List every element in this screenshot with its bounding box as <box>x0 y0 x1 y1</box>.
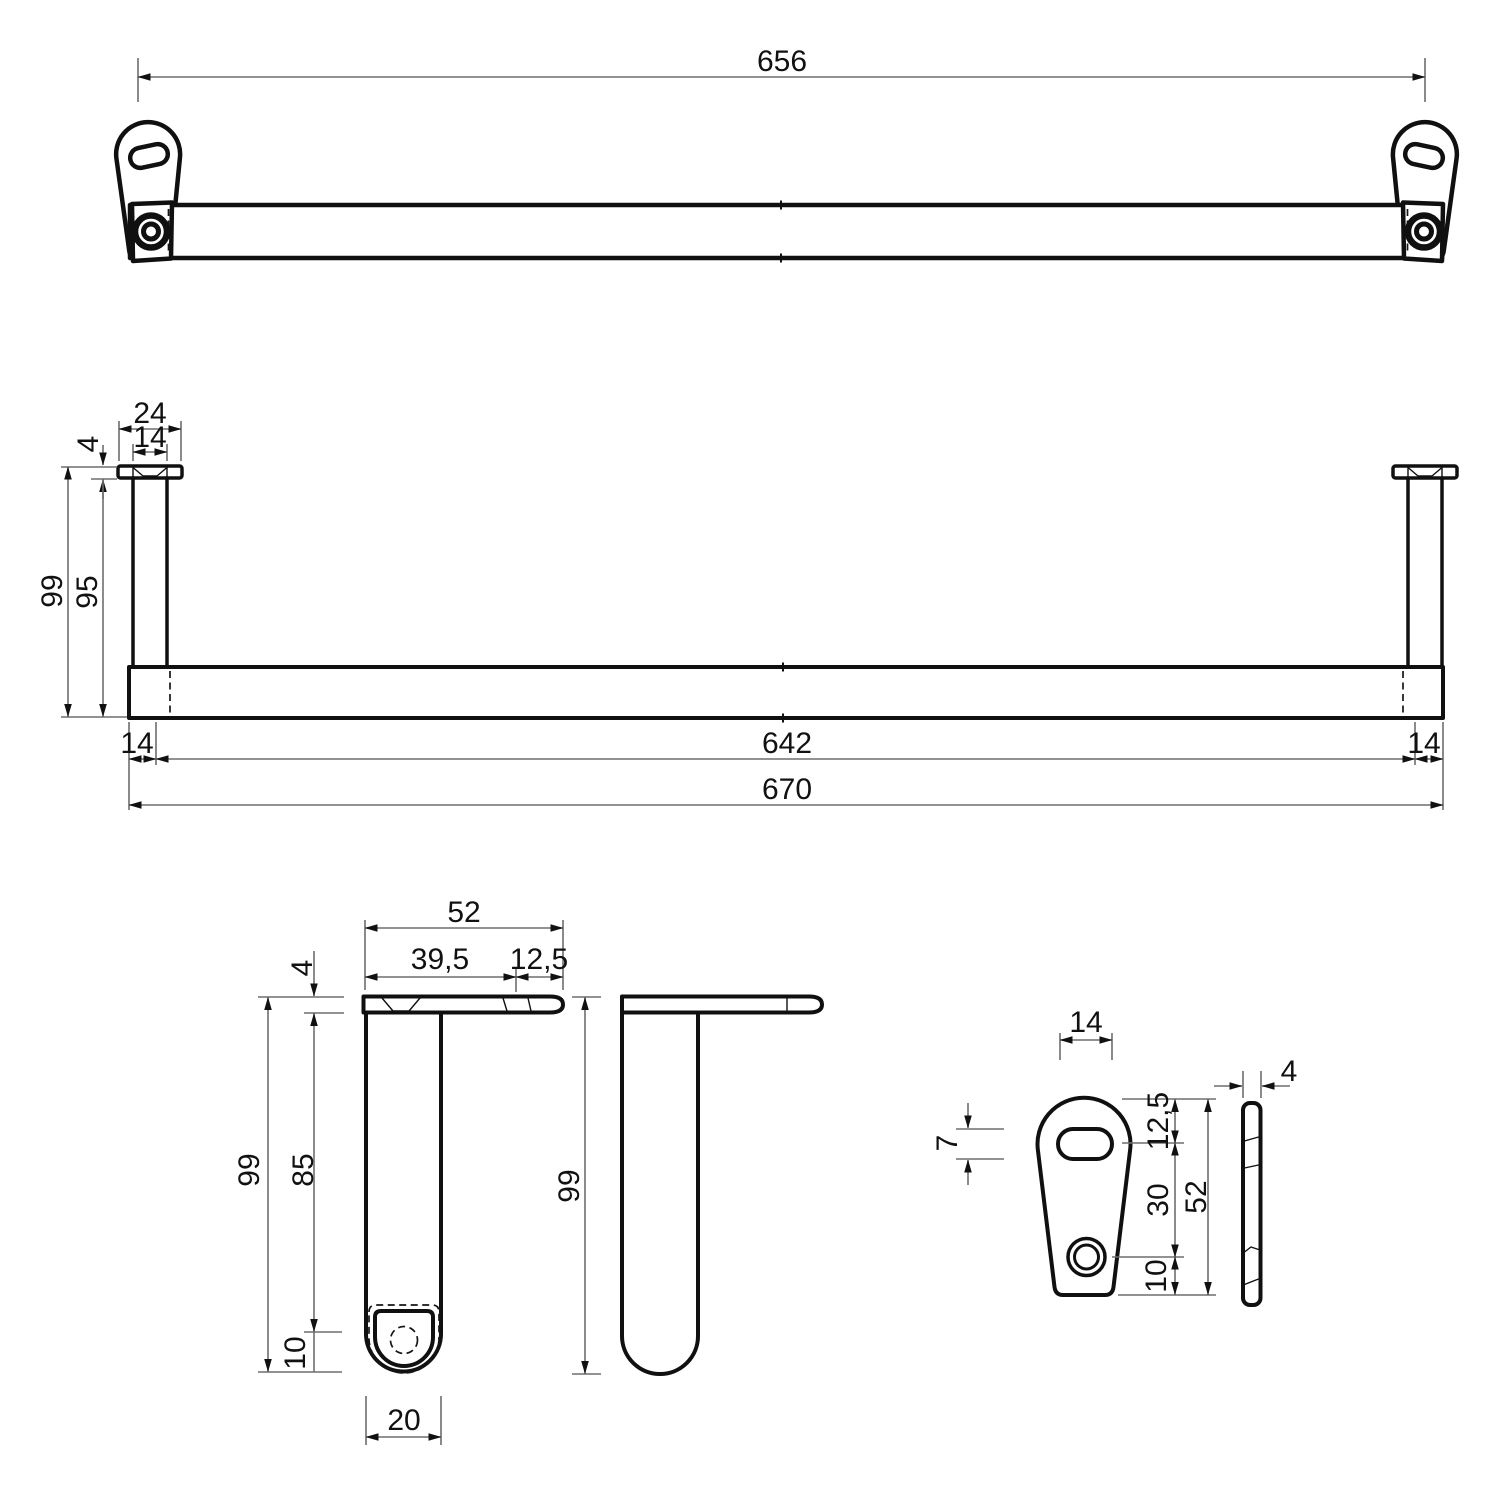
dim-height-95-label: 95 <box>71 575 104 609</box>
top-view <box>116 45 1457 263</box>
dim-642-label: 642 <box>761 727 813 760</box>
dim-offset-left-14-label: 14 <box>120 727 154 760</box>
dim-slot-14-label: 14 <box>1069 1006 1103 1039</box>
bracket-side-plate <box>622 997 822 1013</box>
dim-chain-30-label: 30 <box>1142 1183 1175 1217</box>
dim-chain-12-5-label: 12,5 <box>1142 1091 1175 1151</box>
dim-cap-14-label: 14 <box>133 421 167 454</box>
dim-slot-7-label: 7 <box>931 1134 964 1152</box>
dim-offset-right-14-label: 14 <box>1407 727 1441 760</box>
dim-leg-10-label: 10 <box>279 1336 312 1370</box>
dim-cap-24-label: 24 <box>133 397 167 430</box>
dim-strip-4-lines <box>1214 1071 1290 1098</box>
bracket-side-leg <box>622 1013 698 1375</box>
dim-height-99-label: 99 <box>36 574 69 608</box>
bracket-front-view <box>233 896 568 1445</box>
rail-bar-top-view <box>130 205 1442 258</box>
dim-chain-10-label: 10 <box>1140 1259 1173 1293</box>
dim-side-99-label: 99 <box>553 1169 586 1203</box>
right-post <box>1408 478 1442 668</box>
dim-cap-thk-4-label: 4 <box>72 435 105 453</box>
bracket-side-view <box>553 997 822 1375</box>
dim-670-label: 670 <box>761 773 813 806</box>
bracket-top-plate <box>364 997 564 1013</box>
mount-plate-detail <box>931 1006 1297 1305</box>
front-view <box>36 397 1457 810</box>
left-post <box>133 478 167 668</box>
dim-leg-99-label: 99 <box>233 1153 266 1187</box>
dim-plate-thk-4-label: 4 <box>286 959 319 977</box>
mount-plate-slot <box>1058 1129 1112 1159</box>
mount-plate-strip-side <box>1243 1103 1261 1305</box>
dim-strip-4-label: 4 <box>1280 1055 1298 1088</box>
dim-leg-20-label: 20 <box>387 1404 421 1437</box>
dim-chain-52-label: 52 <box>1180 1180 1213 1214</box>
dim-leg-85-label: 85 <box>287 1153 320 1187</box>
rail-bar-front-view <box>129 667 1443 718</box>
dim-656-label: 656 <box>756 45 808 78</box>
dim-plate-52-label: 52 <box>447 896 481 929</box>
dim-plate-39-5-label: 39,5 <box>410 943 470 976</box>
dim-plate-12-5-label: 12,5 <box>509 943 569 976</box>
foot-recess <box>375 1311 433 1366</box>
